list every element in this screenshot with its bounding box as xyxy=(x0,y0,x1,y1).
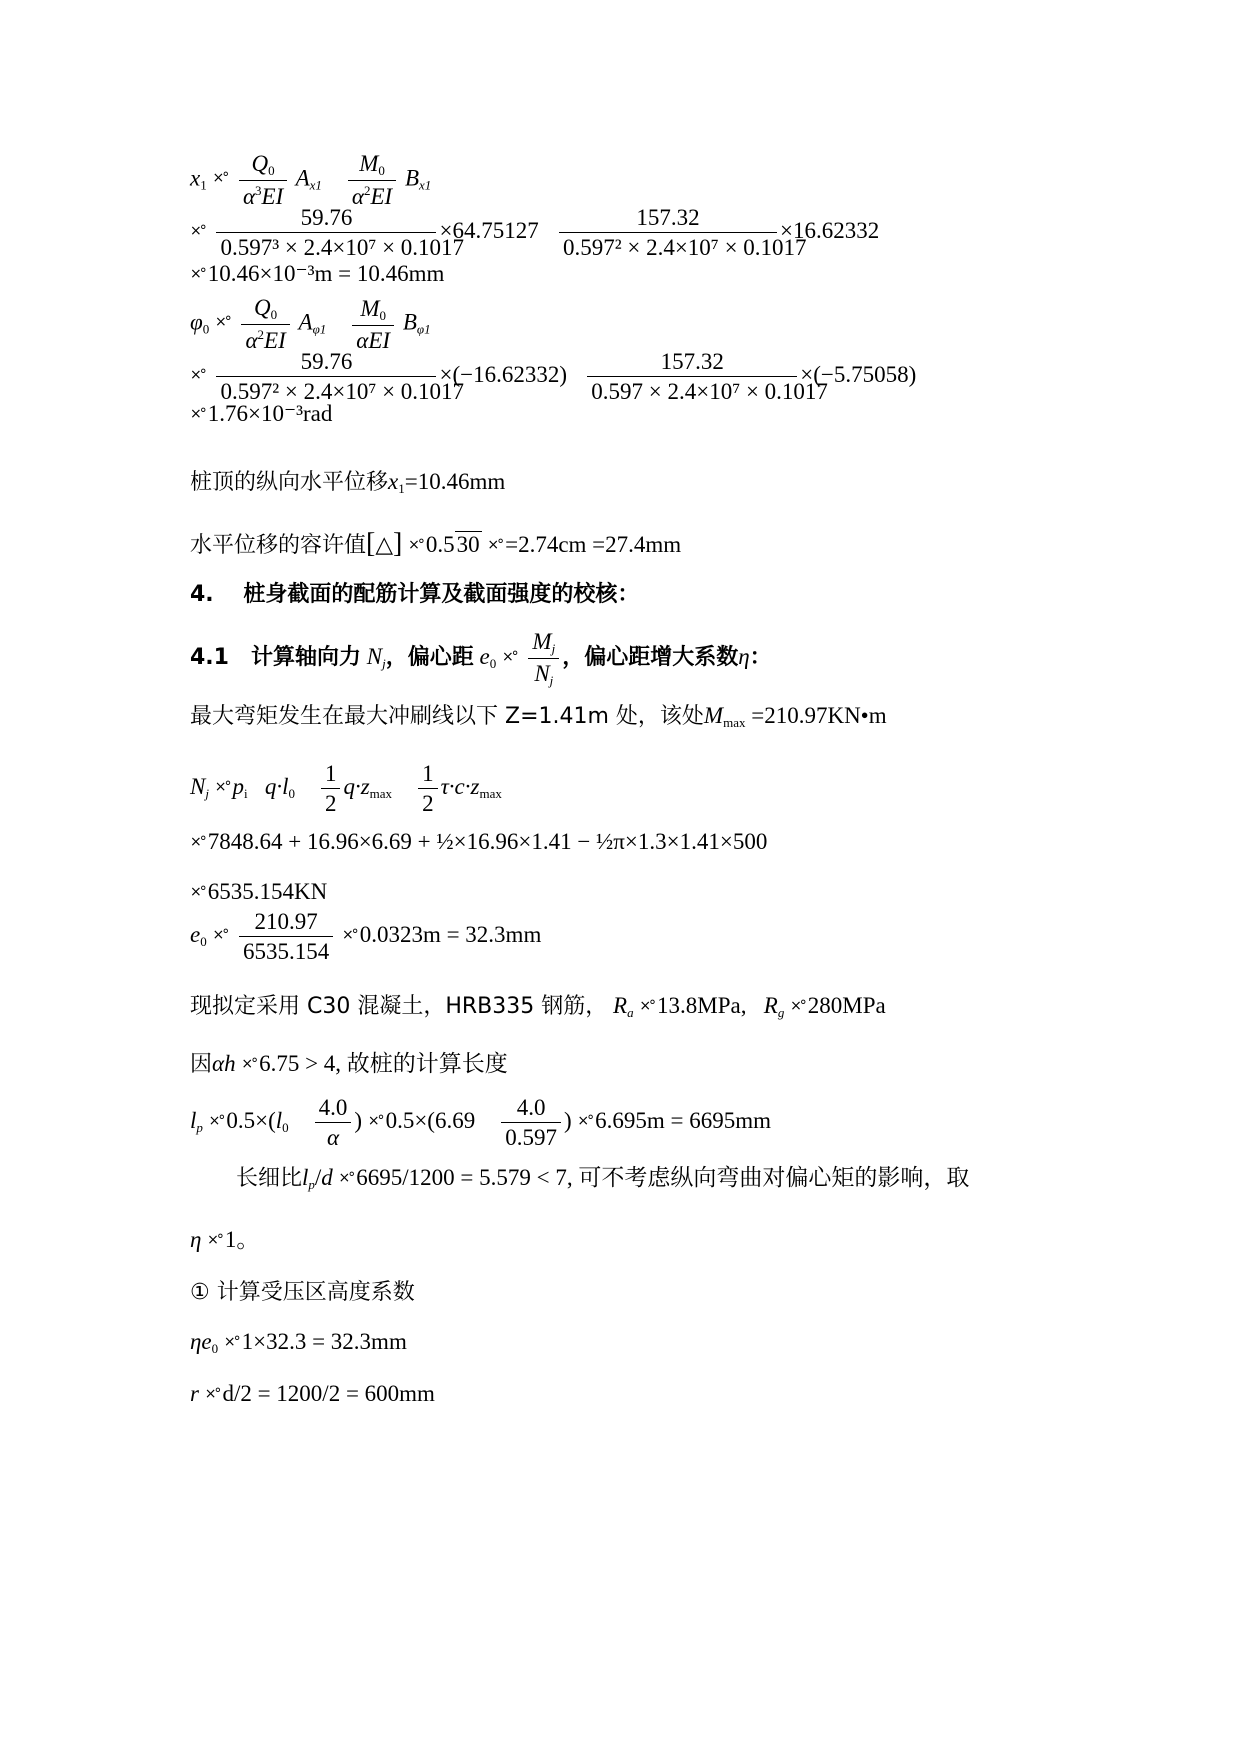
text-calc-length-condition: 因αh ×° 6.75 > 4, 故桩的计算长度 xyxy=(190,1051,508,1077)
text-slenderness-ratio: 长细比$l_p/d$ ×° 6695/1200 = 5.579 < 7, 可不考虑纵向弯曲对偏心矩的影响，取 xyxy=(236,1165,970,1192)
formula-phi0-substitution: ×° $\frac{59.76}{\text{0.597² × 2.4×10⁷ × 0.1017}}$ ×(−16.62332) $\frac{157.32}{\text{0.597 × 2.4×10⁷ × 0.1017}}$ ×(−5.75058) xyxy=(190,349,917,404)
text-allowable-displacement: 水平位移的容许值[△] ×° 0.530 ×° =2.74cm =27.4mm xyxy=(190,528,682,559)
formula-phi0-result: ×° 1.76×10⁻³rad xyxy=(190,401,333,426)
formula-nj-definition: $N_j$ ×° $p_i$ $q\cdot l_0$ $\frac{1}{2}$ $q\cdot z_{max}$ $\frac{1}{2}$ $\tau\cdot c\cdot z_{max}$ xyxy=(190,761,502,816)
formula-x1-result: ×° 10.46×10⁻³m = 10.46mm xyxy=(190,261,445,286)
formula-eta-e0: $\eta e_0$ ×° 1×32.3 = 32.3mm xyxy=(190,1329,407,1356)
formula-radius: r ×° d/2 = 1200/2 = 600mm xyxy=(190,1381,435,1406)
formula-nj-result: ×° 6535.154KN xyxy=(190,879,328,904)
formula-phi0-definition: $\varphi_0$ ×° $\frac{Q_0}{\alpha^2EI}$ $A_{\varphi 1}$ $\frac{M_0}{\text{αEI}}$ $B_{\varphi 1}$ xyxy=(190,295,431,353)
text-pile-top-displacement: 桩顶的纵向水平位移$x_1=10.46mm$ xyxy=(190,469,506,496)
section-heading-4: 4. 桩身截面的配筋计算及截面强度的校核： xyxy=(190,582,640,607)
text-max-moment-location: 最大弯矩发生在最大冲刷线以下 Z=1.41m 处，该处$M_{max}$ =210.97KN•m xyxy=(190,703,887,730)
section-heading-4-1: 4.1 计算轴向力 $N_j$，偏心距 $e_0$ ×° $\frac{M_j}{N_j}$ ，偏心距增大系数η： xyxy=(190,629,772,688)
formula-x1-definition: $x_1$ ×° $\frac{Q_0}{\alpha^3EI}$ $A_{x1}$ $\frac{M_0}{\alpha^2EI}$ $B_{x1}$ xyxy=(190,151,432,209)
formula-lp: $l_p$ ×° $0.5\times(l_0$ $\frac{4.0}{\alpha}$ ) ×° 0.5×(6.69 $\frac{4.0}{0.597}$ ) ×° 6.695m = 6695mm xyxy=(190,1095,772,1150)
text-eta-value: η ×° 1。 xyxy=(190,1227,260,1252)
formula-nj-substitution: ×° 7848.64 + 16.96×6.69 + ½×16.96×1.41 − ½π×1.3×1.41×500 xyxy=(190,829,768,854)
text-material-choice: 现拟定采用 C30 混凝土，HRB335 钢筋， $R_a$ ×° 13.8MPa, $R_g$ ×° 280MPa xyxy=(190,993,886,1020)
formula-e0: $e_0$ ×° $\frac{210.97}{6535.154}$ ×° 0.0323m = 32.3mm xyxy=(190,909,542,964)
text-step-1: ① 计算受压区高度系数 xyxy=(190,1280,415,1305)
formula-x1-substitution: ×° $\frac{59.76}{\text{0.597³ × 2.4×10⁷ × 0.1017}}$ ×64.75127 $\frac{157.32}{\text{0.597² × 2.4×10⁷ × 0.1017}}$ ×16.62332 xyxy=(190,205,880,260)
